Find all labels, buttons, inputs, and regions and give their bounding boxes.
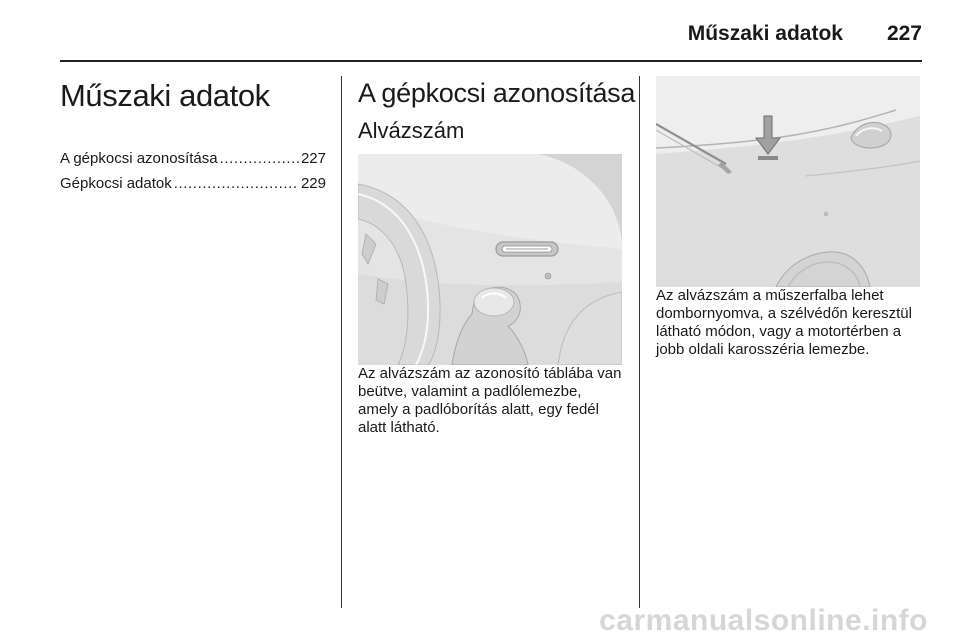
vin-floor-illustration [358, 154, 622, 365]
header-rule [60, 60, 922, 62]
column-divider-right [639, 76, 640, 608]
column-divider-left [341, 76, 342, 608]
toc-entry-label: Gépkocsi adatok [60, 175, 172, 192]
toc-entry-label: A gépkocsi azonosítása [60, 150, 218, 167]
toc-entry-page: 227 [300, 150, 326, 167]
page-header [688, 16, 922, 52]
column-toc [60, 76, 326, 200]
toc-entry[interactable] [60, 150, 326, 175]
vin-windshield-illustration [656, 76, 920, 287]
paragraph-vin-windshield: Az alvázszám a műszerfalba lehet dombornyomva, a szélvédőn keresztül látható módon, vagy a motortérben a jobb oldali karosszéria lemezbe. [656, 287, 912, 358]
toc-leader-dots [172, 175, 299, 192]
paragraph-vin-floor: Az alvázszám az azonosító táblába van beütve, valamint a padlólemezbe, amely a padlóborítás alatt, egy fedél alatt látható. [358, 365, 622, 436]
section-title: A gépkocsi azonosítása [358, 78, 636, 108]
toc-entry-page: 229 [300, 175, 326, 192]
column-section-continued [656, 76, 922, 359]
toc-entry[interactable] [60, 175, 326, 200]
header-title: Műszaki adatok [687, 22, 843, 45]
watermark: carmanualsonline.info [599, 604, 928, 637]
table-of-contents [60, 150, 326, 200]
toc-leader-dots [218, 150, 299, 167]
subsection-title: Alvázszám [358, 118, 465, 143]
column-section [358, 76, 636, 437]
chapter-title: Műszaki adatok [60, 78, 270, 113]
header-page-number: 227 [886, 22, 922, 45]
